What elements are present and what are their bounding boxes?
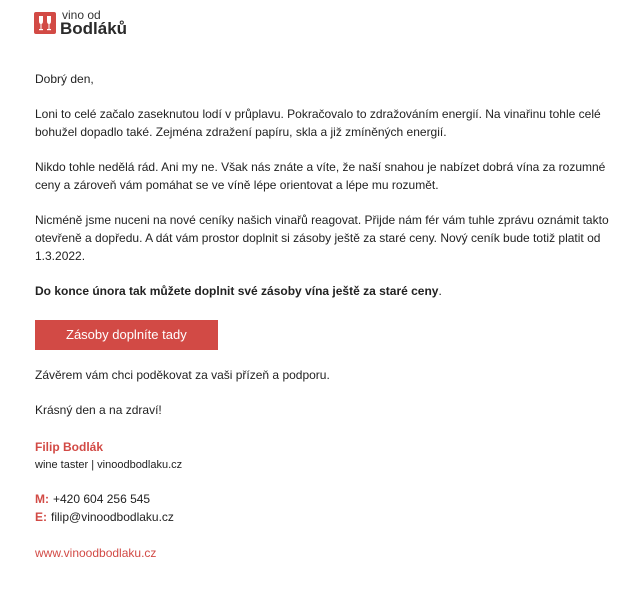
highlight-end: . — [438, 284, 442, 298]
closing-line: Krásný den a na zdraví! — [35, 403, 162, 417]
mobile-line — [35, 490, 610, 508]
restock-button[interactable]: Zásoby doplníte tady — [35, 320, 218, 350]
highlight-text: Do konce února tak můžete doplnit své zásoby vína ještě za staré ceny — [35, 284, 439, 298]
greeting: Dobrý den, — [35, 72, 94, 86]
email-line — [35, 508, 610, 526]
paragraph-1: Loni to celé začalo zaseknutou lodí v průplavu. Pokračovalo to zdražováním energií. Na vinařinu tohle celé bohužel dopadlo také. Zejména zdražení papíru, skla a již zmíněných energií. — [35, 107, 601, 139]
email-address[interactable]: filip@vinoodbodlaku.cz — [51, 510, 174, 524]
highlight-line — [35, 282, 610, 300]
paragraph-2: Nikdo tohle nedělá rád. Ani my ne. Však nás znáte a víte, že naší snahou je nabízet dobrá vína za rozumné ceny a zároveň vám pomáhat se ve víně lépe orientovat a lépe mu rozumět. — [35, 160, 606, 192]
mobile-number[interactable]: +420 604 256 545 — [53, 492, 151, 506]
email-body — [35, 70, 610, 562]
mobile-label: M: — [35, 492, 49, 506]
website-link[interactable]: www.vinoodbodlaku.cz — [35, 546, 157, 560]
brand-logo[interactable] — [34, 10, 127, 36]
signature-role: wine taster | vinoodbodlaku.cz — [35, 459, 183, 471]
brand-line2: Bodláků — [60, 19, 128, 38]
thanks-line: Závěrem vám chci poděkovat za vaši přízeň a podporu. — [35, 368, 330, 382]
email-label: E: — [35, 510, 47, 524]
paragraph-3: Nicméně jsme nuceni na nové ceníky našich vinařů reagovat. Přijde nám fér vám tuhle zprávu oznámit takto otevřeně a dopředu. A dát vám prostor doplnit si zásoby ještě za staré ceny. Nový ceník bude totiž platit od 1.3.2022. — [35, 213, 609, 263]
wine-glass-logo-icon — [34, 12, 56, 34]
brand-line1: vino od — [62, 8, 101, 22]
signature-name: Filip Bodlák — [35, 440, 104, 454]
